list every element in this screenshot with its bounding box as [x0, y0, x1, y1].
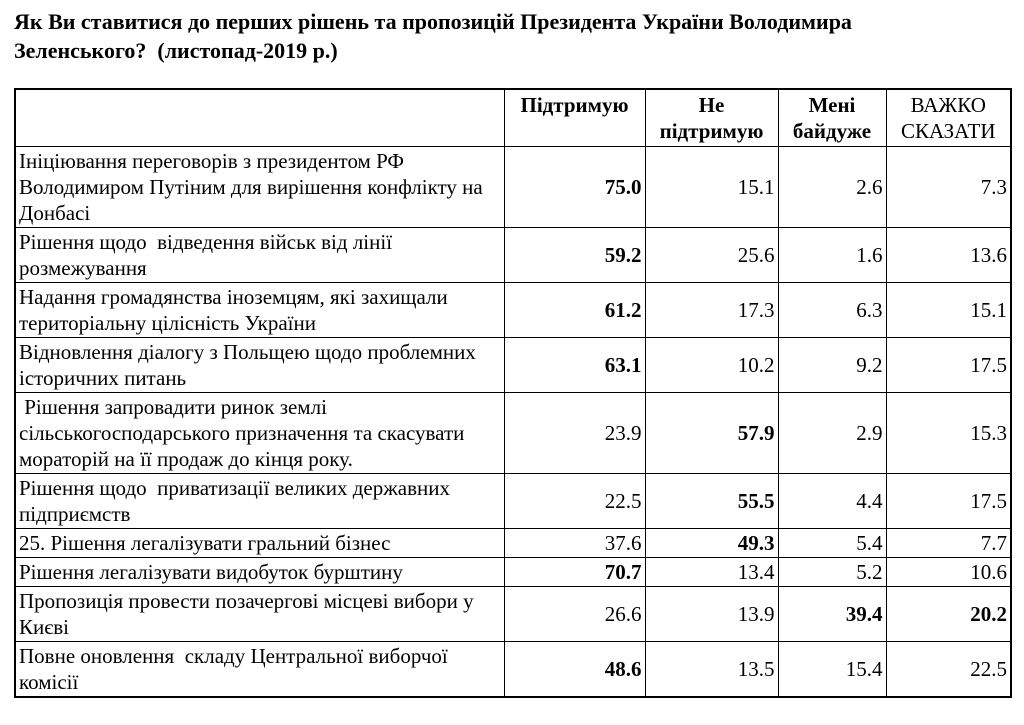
- page-title: Як Ви ставитися до перших рішень та пропозицій Президента України Володимира Зеленського? (листопад-2019 р.): [14, 9, 858, 63]
- value-cell: 75.0: [504, 147, 645, 228]
- value-cell: 4.4: [778, 474, 886, 529]
- value-cell: 59.2: [504, 228, 645, 283]
- table-row: [15, 393, 1011, 474]
- value-cell: 15.1: [645, 147, 778, 228]
- column-header: Підтримую: [504, 89, 645, 147]
- table-row: [15, 474, 1011, 529]
- column-header: ВАЖКО СКАЗАТИ: [886, 89, 1011, 147]
- column-header-empty: [15, 89, 504, 147]
- value-cell: 55.5: [645, 474, 778, 529]
- row-label: Ініціювання переговорів з президентом РФ Володимиром Путіним для вирішення конфлікту на Донбасі: [15, 147, 504, 228]
- value-cell: 2.6: [778, 147, 886, 228]
- table-row: [15, 338, 1011, 393]
- value-cell: 63.1: [504, 338, 645, 393]
- value-cell: 20.2: [886, 587, 1011, 642]
- value-cell: 1.6: [778, 228, 886, 283]
- value-cell: 48.6: [504, 642, 645, 698]
- survey-results-table: [14, 88, 1012, 698]
- value-cell: 7.7: [886, 529, 1011, 558]
- value-cell: 13.5: [645, 642, 778, 698]
- row-label: Рішення запровадити ринок землі сільськогосподарського призначення та скасувати мораторій на її продаж до кінця року.: [15, 393, 504, 474]
- value-cell: 17.5: [886, 474, 1011, 529]
- table-row: [15, 587, 1011, 642]
- column-header: Мені байдуже: [778, 89, 886, 147]
- value-cell: 5.4: [778, 529, 886, 558]
- value-cell: 15.3: [886, 393, 1011, 474]
- value-cell: 22.5: [504, 474, 645, 529]
- value-cell: 39.4: [778, 587, 886, 642]
- value-cell: 9.2: [778, 338, 886, 393]
- value-cell: 49.3: [645, 529, 778, 558]
- value-cell: 57.9: [645, 393, 778, 474]
- value-cell: 26.6: [504, 587, 645, 642]
- value-cell: 22.5: [886, 642, 1011, 698]
- value-cell: 25.6: [645, 228, 778, 283]
- value-cell: 70.7: [504, 558, 645, 587]
- value-cell: 61.2: [504, 283, 645, 338]
- value-cell: 13.9: [645, 587, 778, 642]
- table-row: [15, 642, 1011, 698]
- value-cell: 13.4: [645, 558, 778, 587]
- value-cell: 5.2: [778, 558, 886, 587]
- value-cell: 37.6: [504, 529, 645, 558]
- row-label: Рішення щодо приватизації великих державних підприємств: [15, 474, 504, 529]
- value-cell: 10.6: [886, 558, 1011, 587]
- value-cell: 23.9: [504, 393, 645, 474]
- row-label: 25. Рішення легалізувати гральний бізнес: [15, 529, 504, 558]
- value-cell: 7.3: [886, 147, 1011, 228]
- value-cell: 13.6: [886, 228, 1011, 283]
- column-header: Не підтримую: [645, 89, 778, 147]
- table-row: [15, 558, 1011, 587]
- value-cell: 15.1: [886, 283, 1011, 338]
- row-label: Рішення легалізувати видобуток бурштину: [15, 558, 504, 587]
- row-label: Повне оновлення складу Центральної виборчої комісії: [15, 642, 504, 698]
- row-label: Надання громадянства іноземцям, які захищали територіальну цілісність України: [15, 283, 504, 338]
- table-row: [15, 147, 1011, 228]
- table-row: [15, 283, 1011, 338]
- table-header-row: [15, 89, 1011, 147]
- row-label: Рішення щодо відведення військ від лінії розмежування: [15, 228, 504, 283]
- value-cell: 6.3: [778, 283, 886, 338]
- row-label: Відновлення діалогу з Польщею щодо проблемних історичних питань: [15, 338, 504, 393]
- table-row: [15, 228, 1011, 283]
- table-row: [15, 529, 1011, 558]
- value-cell: 2.9: [778, 393, 886, 474]
- row-label: Пропозиція провести позачергові місцеві вибори у Києві: [15, 587, 504, 642]
- value-cell: 17.3: [645, 283, 778, 338]
- value-cell: 15.4: [778, 642, 886, 698]
- value-cell: 17.5: [886, 338, 1011, 393]
- value-cell: 10.2: [645, 338, 778, 393]
